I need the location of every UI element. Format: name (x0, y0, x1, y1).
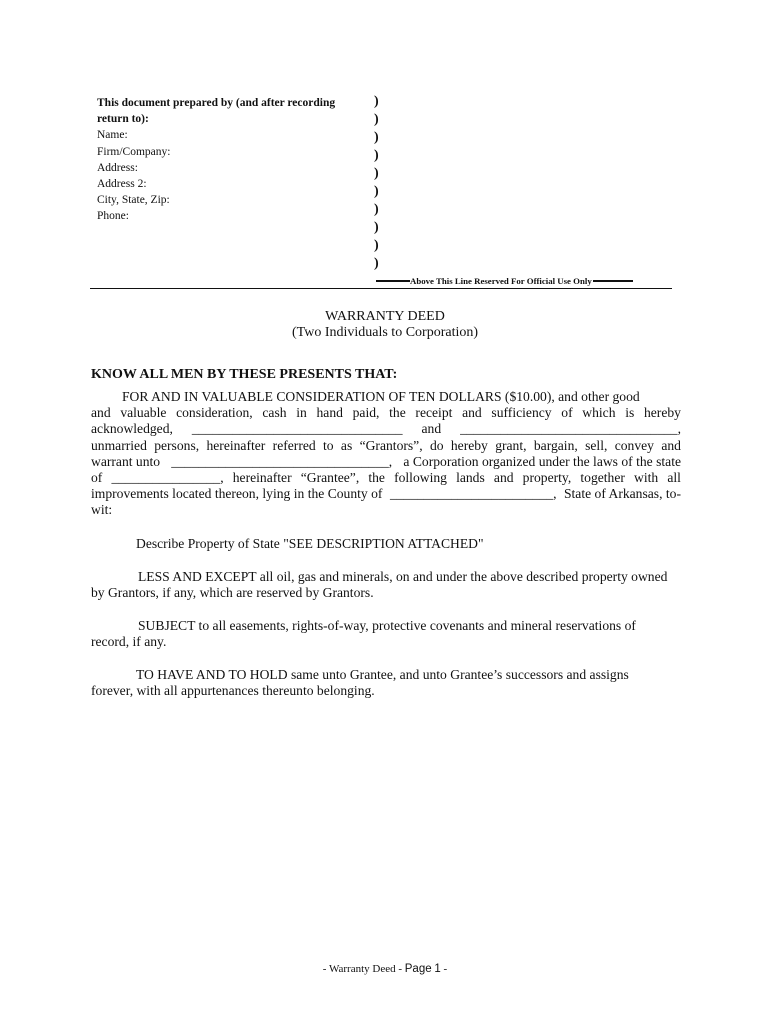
parenthesis-column (374, 93, 379, 273)
footer-page-word: Page (404, 963, 432, 975)
grantor-2-blank: ________________________________, (460, 421, 681, 437)
document-title: WARRANTY DEED (325, 309, 445, 324)
prepared-by-city-state-zip-field: City, State, Zip: (97, 194, 170, 207)
less-and-except-line-1: LESS AND EXCEPT all oil, gas and minerals, on and under the above described property owned (138, 569, 668, 584)
consideration-line-3: acknowledged, _______________________________ and ________________________________, (91, 421, 681, 437)
official-use-label: Above This Line Reserved For Official Use Only (410, 276, 592, 286)
parenthesis: ) (374, 202, 379, 217)
county-blank: ________________________, (389, 486, 557, 502)
footer-page-number: 1 (434, 963, 441, 975)
describe-property-line: Describe Property of State "SEE DESCRIPTION ATTACHED" (136, 536, 484, 551)
less-and-except-line-2: by Grantors, if any, which are reserved by Grantors. (91, 585, 374, 601)
prepared-by-heading-line2: return to): (97, 113, 149, 126)
document-subtitle: (Two Individuals to Corporation) (291, 325, 479, 340)
subject-to-paragraph (91, 618, 681, 650)
prepared-by-firm-field: Firm/Company: (97, 145, 171, 158)
prepared-by-phone-field: Phone: (97, 210, 129, 223)
prepared-by-block (97, 95, 367, 225)
parenthesis: ) (374, 220, 379, 235)
reserved-dash-right (593, 280, 633, 282)
habendum-paragraph (91, 667, 681, 699)
habendum-line-1: TO HAVE AND TO HOLD same unto Grantee, and unto Grantee’s successors and assigns (136, 667, 629, 682)
know-all-men-heading: KNOW ALL MEN BY THESE PRESENTS THAT: (91, 367, 398, 382)
consideration-line-5: warrant unto ________________________________, a Corporation organized under the laws of the state (91, 453, 681, 469)
grantor-1-blank: _______________________________ (191, 421, 403, 437)
subject-to-line-2: record, if any. (91, 634, 167, 650)
footer-suffix: - (443, 963, 448, 975)
habendum-line-2: forever, with all appurtenances thereunto belonging. (91, 683, 375, 699)
parenthesis: ) (374, 238, 379, 253)
subject-to-line-1: SUBJECT to all easements, rights-of-way, protective covenants and mineral reservations of (138, 618, 636, 633)
parenthesis: ) (374, 94, 379, 109)
consideration-line-6: of ________________, hereinafter “Grantee”, the following lands and property, together with all (91, 470, 681, 486)
state-blank: ________________, (111, 470, 224, 486)
consideration-line-2: and valuable consideration, cash in hand paid, the receipt and sufficiency of which is hereby (91, 405, 681, 421)
consideration-line-7: improvements located thereon, lying in the County of ________________________, State of Arkansas, to- (91, 486, 681, 502)
parenthesis: ) (374, 256, 379, 271)
page-footer (0, 963, 770, 975)
parenthesis: ) (374, 148, 379, 163)
consideration-line-8: wit: (91, 502, 113, 518)
parenthesis: ) (374, 166, 379, 181)
consideration-line-1: FOR AND IN VALUABLE CONSIDERATION OF TEN DOLLARS ($10.00), and other good (122, 389, 640, 404)
parenthesis: ) (374, 130, 379, 145)
recording-divider (90, 288, 672, 289)
official-use-line (376, 276, 672, 286)
less-and-except-paragraph (91, 569, 681, 601)
reserved-dash-left (376, 280, 410, 282)
prepared-by-heading-line1: This document prepared by (and after recording (97, 97, 336, 109)
prepared-by-address2-field: Address 2: (97, 178, 147, 191)
consideration-line-4: unmarried persons, hereinafter referred to as “Grantors”, do hereby grant, bargain, sell, convey and (91, 437, 681, 453)
prepared-by-name-field: Name: (97, 129, 128, 142)
consideration-paragraph (91, 389, 681, 519)
parenthesis: ) (374, 184, 379, 199)
prepared-by-address-field: Address: (97, 161, 138, 174)
footer-doc-name: - Warranty Deed - (322, 963, 403, 975)
grantee-blank: ________________________________, (171, 453, 393, 469)
parenthesis: ) (374, 112, 379, 127)
